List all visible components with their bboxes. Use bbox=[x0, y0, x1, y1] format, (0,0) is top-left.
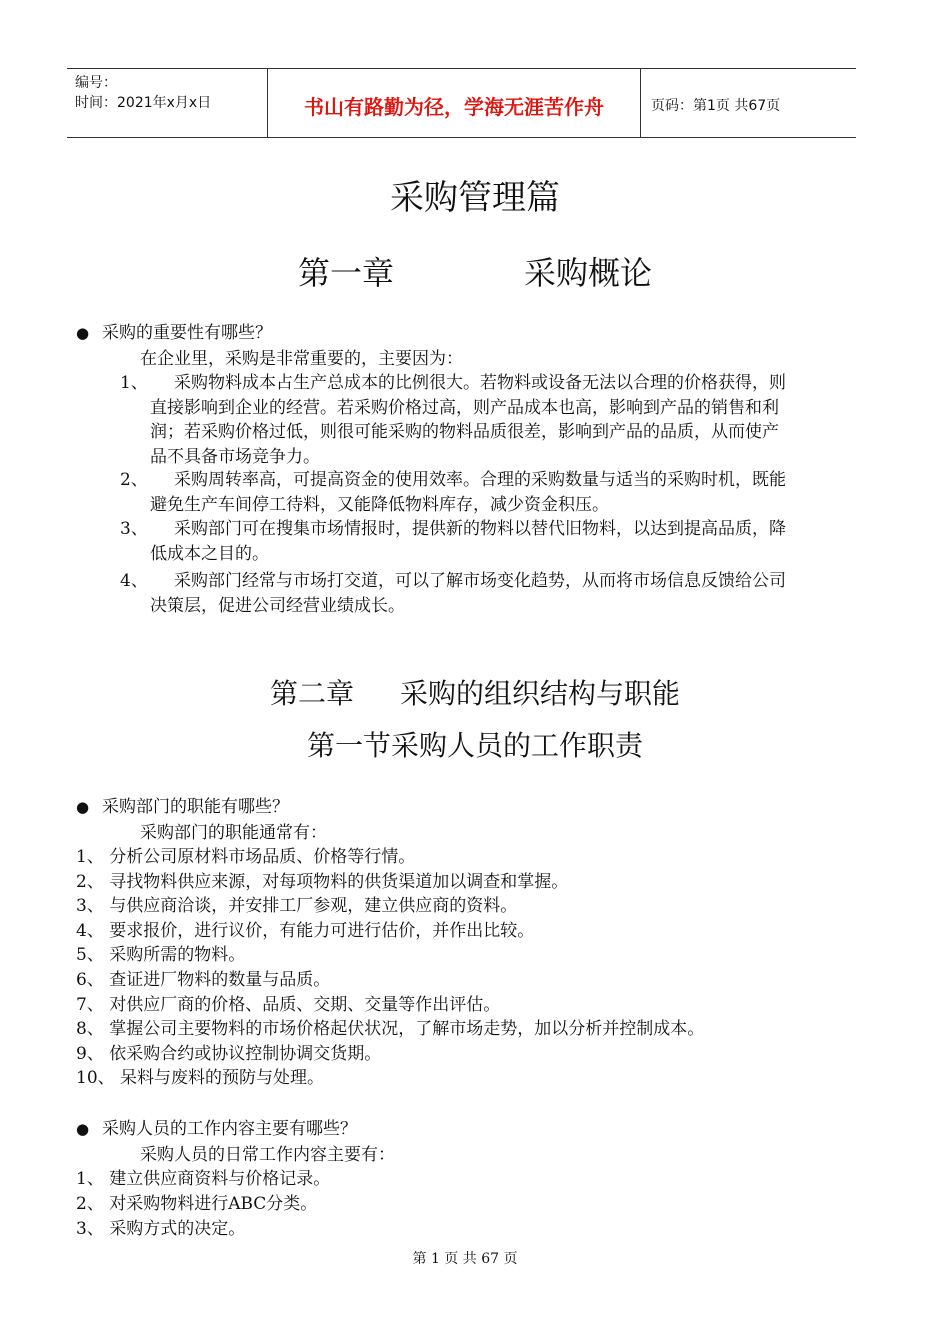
q3-list-item: 3、 采购方式的决定。 bbox=[76, 1219, 246, 1239]
serial-label: 编号： bbox=[75, 75, 117, 91]
q1-list-item-number: 2、 bbox=[120, 470, 148, 490]
q2-list-item: 10、 呆料与废料的预防与处理。 bbox=[76, 1068, 325, 1089]
chapter-2-heading bbox=[0, 672, 950, 712]
q2-list-item: 5、 采购所需的物料。 bbox=[76, 945, 246, 966]
q1-list-item-line: 避免生产车间停工待料，又能降低物料库存，减少资金积压。 bbox=[150, 494, 609, 515]
q2-list-item: 4、 要求报价，进行议价，有能力可进行估价，并作出比较。 bbox=[76, 920, 535, 941]
footer-page-number: 第 1 页 共 67 页 bbox=[412, 1251, 518, 1267]
q1-list-item-line: 润；若采购价格过低，则很可能采购的物料品质很差，影响到产品的品质，从而使产 bbox=[150, 422, 779, 442]
q2-list-item: 2、 寻找物料供应来源，对每项物料的供货渠道加以调查和掌握。 bbox=[76, 871, 569, 892]
header-motto: 书山有路勤为径，学海无涯苦作舟 bbox=[304, 95, 604, 119]
header-page-info: 页码：第1页 共67页 bbox=[651, 98, 781, 114]
question-1-text: 采购的重要性有哪些？ bbox=[102, 323, 272, 343]
chapter-2-number: 第二章 bbox=[269, 677, 354, 710]
question-2-text: 采购部门的职能有哪些？ bbox=[102, 797, 289, 817]
q1-list-item-line: 直接影响到企业的经营。若采购价格过高，则产品成本也高，影响到产品的销售和利 bbox=[150, 397, 779, 418]
header-middle-cell bbox=[268, 69, 641, 137]
q1-list-item-number: 1、 bbox=[120, 373, 148, 393]
header-left-cell bbox=[67, 69, 268, 137]
q1-list-item-line: 低成本之目的。 bbox=[150, 543, 269, 564]
q1-list-item-line: 采购部门经常与市场打交道，可以了解市场变化趋势，从而将市场信息反馈给公司 bbox=[174, 571, 786, 591]
question-1 bbox=[76, 318, 272, 343]
chapter-1-name: 采购概论 bbox=[524, 254, 653, 292]
q2-list-item: 6、 查证进厂物料的数量与品质。 bbox=[76, 970, 331, 990]
q2-list-item: 8、 掌握公司主要物料的市场价格起伏状况，了解市场走势，加以分析并控制成本。 bbox=[76, 1019, 705, 1040]
bullet-icon: ● bbox=[76, 798, 90, 816]
q1-list-item-line: 采购周转率高，可提高资金的使用效率。合理的采购数量与适当的采购时机，既能 bbox=[174, 470, 786, 490]
q1-list-item-line: 品不具备市场竞争力。 bbox=[150, 446, 320, 467]
q1-list-item-line: 采购物料成本占生产总成本的比例很大。若物料或设备无法以合理的价格获得，则 bbox=[174, 373, 786, 393]
page-header bbox=[67, 68, 856, 138]
page-footer bbox=[0, 1248, 950, 1268]
q1-list-item-line: 采购部门可在搜集市场情报时，提供新的物料以替代旧物料，以达到提高品质，降 bbox=[174, 519, 786, 539]
question-3 bbox=[76, 1114, 357, 1139]
section-1-name: 采购人员的工作职责 bbox=[391, 729, 644, 762]
section-1-number: 第一节 bbox=[306, 729, 391, 762]
q2-list-item: 7、 对供应厂商的价格、品质、交期、交量等作出评估。 bbox=[76, 994, 501, 1015]
chapter-1-heading bbox=[0, 248, 950, 294]
q1-list-item-number: 4、 bbox=[120, 571, 148, 591]
q2-list-item: 1、 分析公司原材料市场品质、价格等行情。 bbox=[76, 847, 416, 867]
chapter-2-name: 采购的组织结构与职能 bbox=[400, 677, 681, 710]
q2-list-item: 3、 与供应商洽谈，并安排工厂参观，建立供应商的资料。 bbox=[76, 896, 518, 917]
q1-list-item-line: 决策层，促进公司经营业绩成长。 bbox=[150, 595, 405, 616]
q3-list-item: 2、 对采购物料进行ABC分类。 bbox=[76, 1194, 318, 1214]
section-1-heading bbox=[0, 724, 950, 764]
chapter-1-number: 第一章 bbox=[297, 254, 394, 292]
header-right-cell bbox=[641, 69, 856, 137]
q3-list-item: 1、 建立供应商资料与价格记录。 bbox=[76, 1169, 331, 1189]
bullet-icon: ● bbox=[76, 324, 90, 342]
date-label: 时间：2021年x月x日 bbox=[75, 95, 212, 111]
document-title: 采购管理篇 bbox=[390, 178, 560, 218]
question-1-intro: 在企业里，采购是非常重要的，主要因为： bbox=[140, 349, 463, 369]
question-2-intro: 采购部门的职能通常有： bbox=[140, 823, 327, 843]
question-3-text: 采购人员的工作内容主要有哪些？ bbox=[102, 1119, 357, 1139]
q2-list-item: 9、 依采购合约或协议控制协调交货期。 bbox=[76, 1043, 382, 1064]
bullet-icon: ● bbox=[76, 1120, 90, 1138]
question-3-intro: 采购人员的日常工作内容主要有： bbox=[140, 1145, 395, 1165]
question-2 bbox=[76, 792, 289, 817]
q1-list-item-number: 3、 bbox=[120, 519, 148, 539]
